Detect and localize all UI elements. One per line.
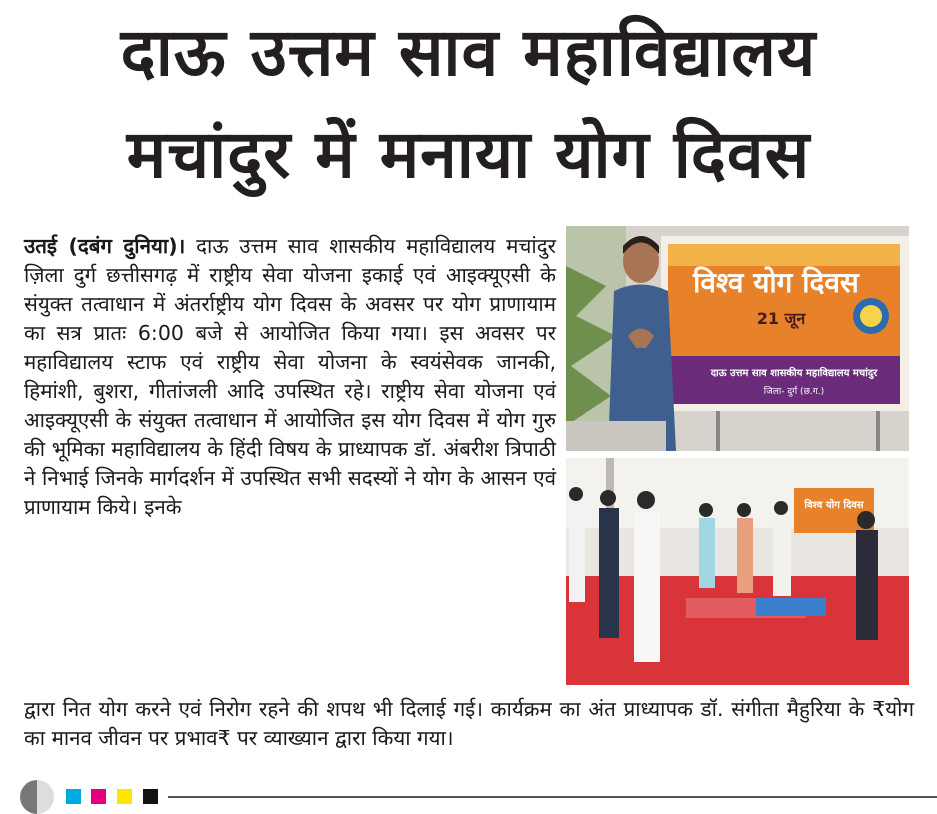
banner-location: जिला- दुर्ग (छ.ग.) (763, 387, 825, 397)
headline-line-2: मचांदुर में मनाया योग दिवस (126, 116, 811, 193)
article-column-body: दाऊ उत्तम साव शासकीय महाविद्यालय मचांदुर ज़िला दुर्ग छत्तीसगढ़ में राष्ट्रीय सेवा योजना इकाई एवं आइक्यूएसी के संयुक्त तत्वाधान में अंतर्राष्ट्रीय योग दिवस के अवसर पर योग प्राणायाम का सत्र प्रातः 6:00 बजे से आयोजित किया गया। इस अवसर पर महाविद्यालय स्टाफ एवं राष्ट्रीय सेवा योजना के स्वयंसेवक जानकी, हिमांशी, बुशरा, गीतांजली आदि उपस्थित रहे। राष्ट्रीय सेवा योजना एवं आइक्यूएसी के संयुक्त तत्वाधान में आयोजित इस योग दिवस में योग गुरु की भूमिका महाविद्यालय के हिंदी विषय के प्राध्यापक डॉ. अंबरीश त्रिपाठी ने निभाई जिनके मार्गदर्शन में उपस्थित सभी सदस्यों ने योग के आसन एवं प्राणायाम किये। इनके (24, 234, 556, 519)
photo-yoga-instructor (566, 226, 909, 451)
banner-date: 21 जून (756, 309, 806, 328)
headline-line-1: दाऊ उत्तम साव महाविद्यालय (120, 14, 817, 91)
bottom-banner-title: विश्व योग दिवस (804, 500, 864, 511)
registration-mark-icon (20, 780, 54, 814)
magenta-swatch (91, 789, 106, 804)
article-dateline: उतई (दबंग दुनिया)। (24, 234, 186, 258)
cyan-swatch (66, 789, 81, 804)
black-swatch (143, 789, 158, 804)
print-registration-bar (0, 778, 937, 812)
photo-group-yoga (566, 458, 909, 685)
bottom-rule (168, 796, 937, 798)
yellow-swatch (117, 789, 132, 804)
banner-title: विश्व योग दिवस (693, 266, 859, 299)
banner-subtitle: दाऊ उत्तम साव शासकीय महाविद्यालय मचांदुर (710, 368, 878, 379)
article-column-text (24, 232, 556, 522)
article-full-width-text: द्वारा नित योग करने एवं निरोग रहने की शपथ भी दिलाई गई। कार्यक्रम का अंत प्राध्यापक डॉ. संगीता मैहुरिया के ₹योग का मानव जीवन पर प्रभाव₹ पर व्याख्यान द्वारा किया गया। (24, 697, 914, 750)
